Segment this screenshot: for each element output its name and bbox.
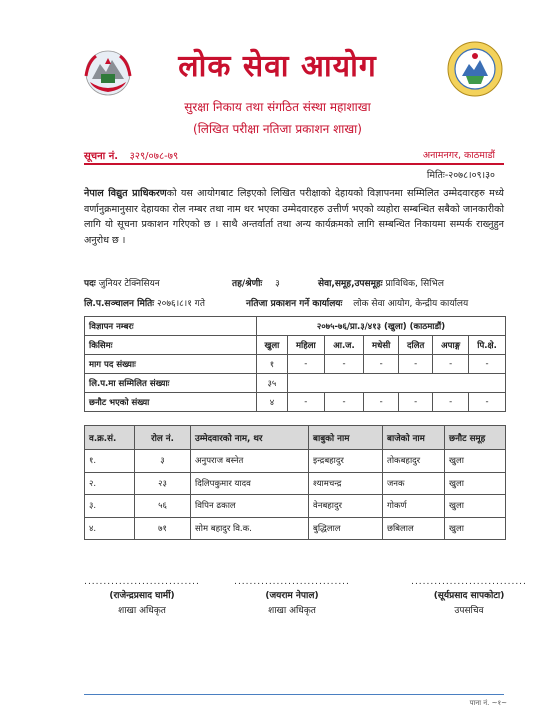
demand-cell: - xyxy=(364,355,399,374)
results-header-row xyxy=(85,426,506,450)
notice-number-value: ३२९/०७८-७९ xyxy=(129,151,179,162)
demand-cell: - xyxy=(287,355,324,374)
demand-row xyxy=(85,355,506,374)
level-info: तह/श्रेणीः ३ xyxy=(232,279,280,289)
column-header: उम्मेदवारको नाम, थर xyxy=(191,426,309,450)
column-header: बाजेको नाम xyxy=(383,426,445,450)
type-cell: मधेसी xyxy=(364,336,399,355)
selected-cell: - xyxy=(399,393,433,412)
division-name: सुरक्षा निकाय तथा संगठित संस्था महाशाखा xyxy=(184,100,371,114)
selected-cell: - xyxy=(287,393,324,412)
table-row: ३. ५६ विपिन ढकाल वेनबहादुर गोकर्ण खुला xyxy=(85,495,506,518)
selected-cell: ४ xyxy=(257,393,288,412)
results-table xyxy=(84,425,506,540)
selected-cell: - xyxy=(469,393,506,412)
selected-cell: - xyxy=(433,393,469,412)
column-header: व.क्र.सं. xyxy=(85,426,135,450)
column-header: बाबुको नाम xyxy=(309,426,383,450)
signatory-post: उपसचिव xyxy=(454,606,484,616)
service-info: सेवा,समूह,उपसमूहः प्राविधिक, सिभिल xyxy=(318,279,444,289)
type-cell: महिला xyxy=(287,336,324,355)
table-row: ४. ७१ सोम बहादुर वि.क. बुद्धिलाल छबिलाल खुला xyxy=(85,517,506,540)
demand-cell: - xyxy=(399,355,433,374)
notice-date: मितिः-२०७८।०९।३० xyxy=(426,170,495,181)
demand-cell: - xyxy=(469,355,506,374)
selected-cell: - xyxy=(364,393,399,412)
header-divider xyxy=(84,163,504,165)
notice-number xyxy=(84,148,178,162)
page-number: पाना नं. ~१~ xyxy=(469,699,507,707)
column-header: रोल नं. xyxy=(135,426,191,450)
organization-name: नेपाल विद्युत प्राधिकरण xyxy=(84,188,167,199)
office-location: अनामनगर, काठमाडौं xyxy=(422,150,495,161)
type-label: किसिमः xyxy=(85,336,257,355)
notice-text: को यस आयोगबाट लिइएको लिखित परीक्षाको देहायको विज्ञापनमा सम्मिलित उम्मेदवारहरु मध्ये वर्णानुक्रमानुसार देहायका रोल नम्बर तथा नाम थर भएका उम्मेदवारहरु उत्तीर्ण भएको व्यहोरा सम्बन्धित सबैको जानकारीको लागि यो सूचना प्रकाशन गरिएको छ । साथै अन्तर्वार्ता तथा अन्य कार्यक्रमको लागि सम्बन्धित निकायमा सम्पर्क राख्नुहुन अनुरोध छ । xyxy=(84,188,504,246)
applied-label: लि.प.मा सम्मिलित संख्याः xyxy=(85,374,257,393)
type-row xyxy=(85,336,506,355)
signature-block xyxy=(232,578,352,616)
footer-divider xyxy=(84,694,504,695)
signatory-name: (राजेन्द्रप्रसाद घार्मी) xyxy=(109,591,175,601)
table-row: २. २३ दिलिपकुमार यादव श्यामचन्द्र जनक खुला xyxy=(85,472,506,495)
signature-block xyxy=(82,578,202,616)
selected-label: छनौट भएको संख्या xyxy=(85,393,257,412)
advertisement-table xyxy=(84,316,506,412)
page-title: लोक सेवा आयोग xyxy=(178,49,377,84)
post-info: पदः जुनियर टेक्निसियन xyxy=(84,279,160,289)
exam-date-info: लि.प.सञ्चालन मितिः २०७६।८।१ गते xyxy=(84,299,205,309)
ad-number-row xyxy=(85,317,506,336)
notice-paragraph xyxy=(84,186,504,248)
section-name: (लिखित परीक्षा नतिजा प्रकाशन शाखा) xyxy=(193,122,362,136)
applied-value: ३५ xyxy=(257,374,288,393)
demand-cell: - xyxy=(324,355,363,374)
type-cell: खुला xyxy=(257,336,288,355)
table-row: १. ३ अनुपराज बस्नेत इन्द्रबहादुर तोकबहादुर खुला xyxy=(85,450,506,473)
signatory-name: (सूर्यप्रसाद सापकोटा) xyxy=(433,591,505,601)
signatory-post: शाखा अधिकृत xyxy=(118,606,166,616)
demand-cell: - xyxy=(433,355,469,374)
signatory-name: (जयराम नेपाल) xyxy=(265,591,319,601)
column-header: छनौट समूह xyxy=(445,426,506,450)
type-cell: दलित xyxy=(399,336,433,355)
signature-line: .............................. xyxy=(84,577,200,587)
signatory-post: शाखा अधिकृत xyxy=(268,606,316,616)
demand-label: माग पद संख्याः xyxy=(85,355,257,374)
applied-row xyxy=(85,374,506,393)
signature-line: .............................. xyxy=(234,577,350,587)
selected-cell: - xyxy=(324,393,363,412)
type-cell: आ.ज. xyxy=(324,336,363,355)
notice-number-label: सूचना नं. xyxy=(84,151,119,162)
type-cell: पि.क्षे. xyxy=(469,336,506,355)
type-cell: अपाङ्ग xyxy=(433,336,469,355)
ad-number-value: २०७५-७६/प्रा.३/४१३ (खुला) (काठमाडौं) xyxy=(257,317,506,336)
result-office-info: नतिजा प्रकाशन गर्ने कार्यालयः लोक सेवा आयोग, केन्द्रीय कार्यालय xyxy=(246,299,469,309)
ad-number-label: विज्ञापन नम्बरः xyxy=(85,317,257,336)
signature-line: .............................. xyxy=(411,577,527,587)
selected-row xyxy=(85,393,506,412)
applied-empty xyxy=(287,374,505,393)
signature-block xyxy=(404,578,534,616)
demand-cell: १ xyxy=(257,355,288,374)
